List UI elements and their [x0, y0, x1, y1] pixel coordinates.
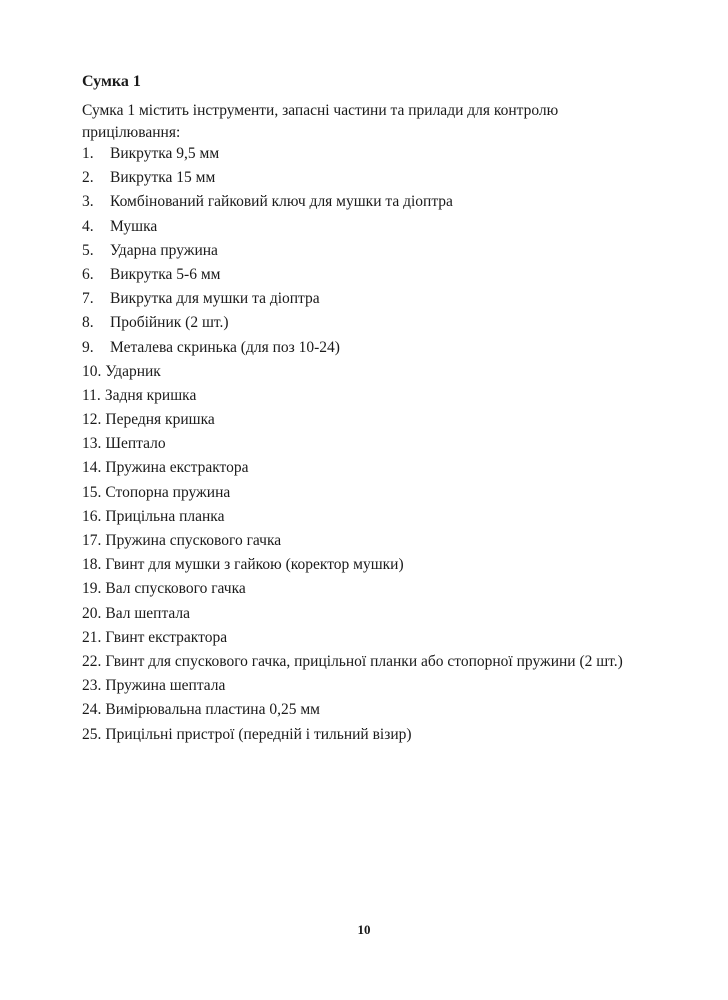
list-item-number: 12.: [82, 411, 102, 429]
list-item: [82, 676, 652, 696]
list-item-number: 19.: [82, 580, 102, 598]
list-item-text: Пружина шептала: [105, 677, 226, 695]
list-item-number: 3.: [82, 193, 94, 211]
list-item-number: 23.: [82, 677, 102, 695]
list-item-text: Гвинт екстрактора: [105, 628, 228, 646]
page-number: 10: [357, 922, 371, 937]
list-item: [82, 289, 652, 309]
list-item-number: 17.: [82, 532, 102, 549]
list-item-text: Шептало: [105, 435, 166, 453]
list-item: [82, 386, 652, 406]
list-item-number: 15.: [82, 483, 102, 501]
list-item-text: Ударна пружина: [110, 241, 218, 259]
list-item: [82, 241, 652, 261]
list-item-text: Прицільна планка: [105, 507, 225, 525]
list-item-text: Ударник: [105, 362, 161, 380]
list-item-number: 24.: [82, 701, 102, 719]
list-item: [82, 700, 652, 720]
list-item-text: Вимірювальна пластина 0,25 мм: [105, 701, 320, 719]
list-item-text: Вал шептала: [105, 604, 191, 622]
list-item: [82, 579, 652, 599]
list-item: [82, 725, 652, 745]
list-item-number: 20.: [82, 604, 102, 622]
list-item-number: 2.: [82, 169, 94, 187]
list-item: [82, 338, 652, 358]
list-item-number: 6.: [82, 265, 94, 283]
list-item-text: Пробійник (2 шт.): [110, 314, 229, 332]
list-item-text: Мушка: [110, 217, 158, 235]
list-item-text: Вал спускового гачка: [105, 580, 246, 598]
list-item-text: Металева скринька (для поз 10-24): [110, 338, 340, 356]
list-item-number: 9.: [82, 338, 94, 356]
list-item-number: 7.: [82, 290, 94, 308]
list-item-text: Пружина екстрактора: [105, 459, 249, 477]
section-heading: Сумка 1: [82, 73, 141, 90]
list-item: [82, 362, 652, 382]
list-item: [82, 313, 652, 333]
list-item: [82, 410, 652, 430]
list-item-number: 25.: [82, 725, 102, 743]
list-item-text: Викрутка 5-6 мм: [110, 265, 221, 283]
numbered-list: [82, 144, 652, 749]
list-item-text: Викрутка 9,5 мм: [110, 145, 220, 162]
list-item-number: 1.: [82, 145, 94, 162]
list-item-number: 5.: [82, 241, 94, 259]
list-item: [82, 483, 652, 503]
list-item: [82, 604, 652, 624]
list-item: [82, 434, 652, 454]
list-item: [82, 531, 652, 551]
list-item-number: 16.: [82, 507, 102, 525]
list-item: [82, 652, 652, 672]
list-item: [82, 265, 652, 285]
list-item-text: Задня кришка: [104, 386, 197, 404]
list-item-text: Викрутка для мушки та діоптра: [110, 290, 320, 308]
list-item-number: 11.: [82, 386, 101, 404]
list-item-number: 10.: [82, 362, 102, 380]
list-item-number: 4.: [82, 217, 94, 235]
list-item-text: Викрутка 15 мм: [110, 169, 216, 187]
list-item-text: Прицільні пристрої (передній і тильний візир): [105, 725, 412, 743]
list-item-number: 21.: [82, 628, 102, 646]
list-item: [82, 144, 652, 164]
list-item-text: Комбінований гайковий ключ для мушки та діоптра: [110, 193, 453, 211]
list-item: [82, 192, 652, 212]
list-item: [82, 168, 652, 188]
list-item-number: 13.: [82, 435, 102, 453]
list-item-number: 8.: [82, 314, 94, 332]
list-item: [82, 555, 652, 575]
list-item-text: Пружина спускового гачка: [105, 532, 282, 549]
list-item-text: Гвинт для спускового гачка, прицільної планки або стопорної пружини (2 шт.): [105, 652, 623, 670]
list-item: [82, 628, 652, 648]
list-item-text: Стопорна пружина: [105, 483, 231, 501]
intro-paragraph: Сумка 1 містить інструменти, запасні частини та прилади для контролю прицілювання:: [82, 102, 559, 141]
list-item: [82, 507, 652, 527]
list-item-text: Гвинт для мушки з гайкою (коректор мушки): [105, 556, 404, 574]
list-item-number: 18.: [82, 556, 102, 574]
list-item-number: 22.: [82, 652, 102, 670]
list-item: [82, 458, 652, 478]
list-item-text: Передня кришка: [105, 411, 215, 429]
list-item-number: 14.: [82, 459, 102, 477]
list-item: [82, 217, 652, 237]
